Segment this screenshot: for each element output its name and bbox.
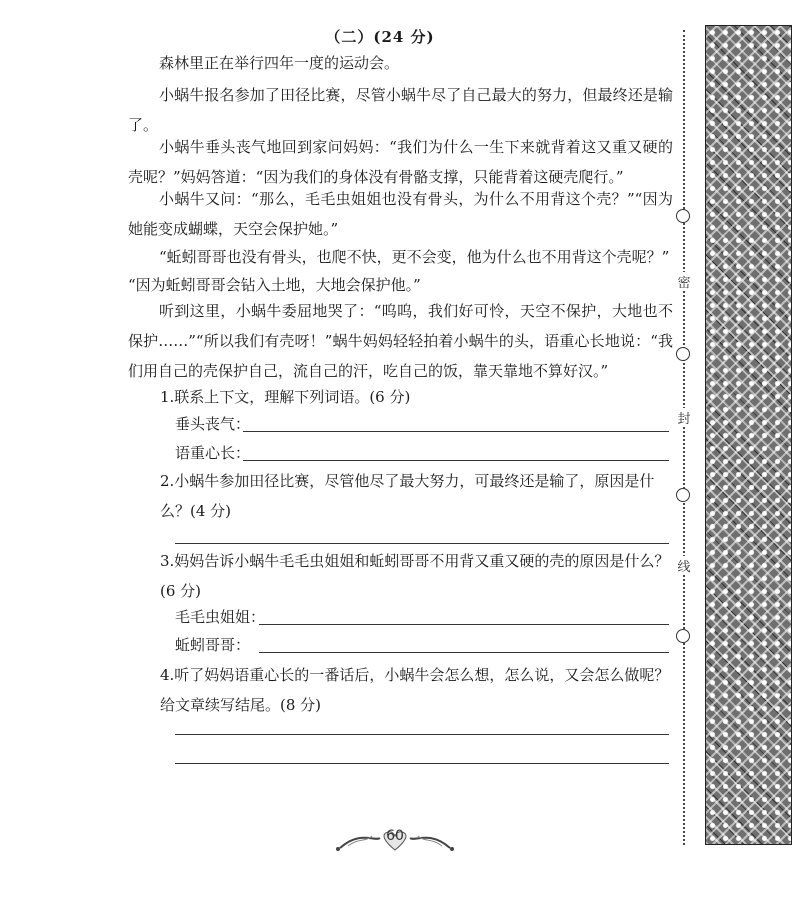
- passage-paragraph-4: 小蜗牛又问：“那么，毛毛虫姐姐也没有骨头，为什么不用背这个壳？”“因为她能变成蝴蝶，天空会保护她。”: [128, 190, 673, 238]
- passage-paragraph-3: 小蜗牛垂头丧气地回到家问妈妈：“我们为什么一生下来就背着这又重又硬的壳呢？”妈妈答道：“因为我们的身体没有骨骼支撑，只能背着这硬壳爬行。”: [128, 138, 673, 186]
- passage-paragraph-7: 听到这里，小蜗牛委屈地哭了：“呜呜，我们好可怜，天空不保护，大地也不保护……”“所以我们有壳呀！”蜗牛妈妈轻轻拍着小蜗牛的头，语重心长地说：“我们用自己的壳保护自己，流自己的汗，吃自己的饭，靠天靠地不算好汉。”: [128, 302, 673, 380]
- field-label: 蚯蚓哥哥：: [175, 636, 251, 654]
- binding-hole-icon: [676, 488, 690, 502]
- passage-paragraph-2: 小蜗牛报名参加了田径比赛，尽管小蜗牛尽了自己最大的努力，但最终还是输了。: [128, 86, 673, 134]
- field-label: 语重心长：: [175, 444, 251, 462]
- binding-char-seal: 封: [672, 408, 696, 427]
- binding-hole-icon: [676, 629, 690, 643]
- binding-dotted-line: [683, 30, 685, 845]
- answer-input-earthworm[interactable]: [259, 652, 669, 653]
- page-footer: [330, 820, 460, 860]
- answer-row-phrase-2: [175, 441, 669, 465]
- answer-input-phrase-1[interactable]: [243, 431, 669, 432]
- passage-paragraph-6: “因为蚯蚓哥哥会钻入土地，大地会保护他。”: [128, 276, 421, 294]
- field-label: 垂头丧气：: [175, 415, 251, 433]
- answer-input-caterpillar[interactable]: [259, 624, 669, 625]
- answer-input-q2[interactable]: [175, 543, 669, 544]
- binding-char-line: 线: [672, 556, 696, 575]
- answer-input-q4-line-1[interactable]: [175, 734, 669, 735]
- answer-row-earthworm: [175, 633, 669, 657]
- section-title: （二）(24 分): [325, 28, 435, 46]
- question-3: 3.妈妈告诉小蜗牛毛毛虫姐姐和蚯蚓哥哥不用背又重又硬的壳的原因是什么？(6 分): [160, 552, 670, 600]
- binding-hole-icon: [676, 347, 690, 361]
- binding-char-seal: 密: [672, 272, 696, 291]
- passage-paragraph-5: “蚯蚓哥哥也没有骨头，也爬不快，更不会变，他为什么也不用背这个壳呢？”: [159, 248, 670, 266]
- passage-paragraph-1: 森林里正在举行四年一度的运动会。: [159, 54, 400, 72]
- answer-input-q4-line-2[interactable]: [175, 763, 669, 764]
- page-number: 60: [386, 828, 404, 844]
- question-1: 1.联系上下文，理解下列词语。(6 分): [160, 388, 411, 406]
- question-2: 2.小蜗牛参加田径比赛，尽管他尽了最大努力，可最终还是输了，原因是什么？(4 分): [160, 472, 655, 520]
- answer-row-phrase-1: [175, 412, 669, 436]
- binding-hole-icon: [676, 209, 690, 223]
- field-label: 毛毛虫姐姐：: [175, 608, 266, 626]
- answer-row-caterpillar: [175, 605, 669, 629]
- answer-input-phrase-2[interactable]: [243, 460, 669, 461]
- question-4: 4.听了妈妈语重心长的一番话后，小蜗牛会怎么想，怎么说，又会怎么做呢？给文章续写结尾。(8 分): [160, 666, 670, 714]
- decorative-pattern-strip: [705, 25, 792, 845]
